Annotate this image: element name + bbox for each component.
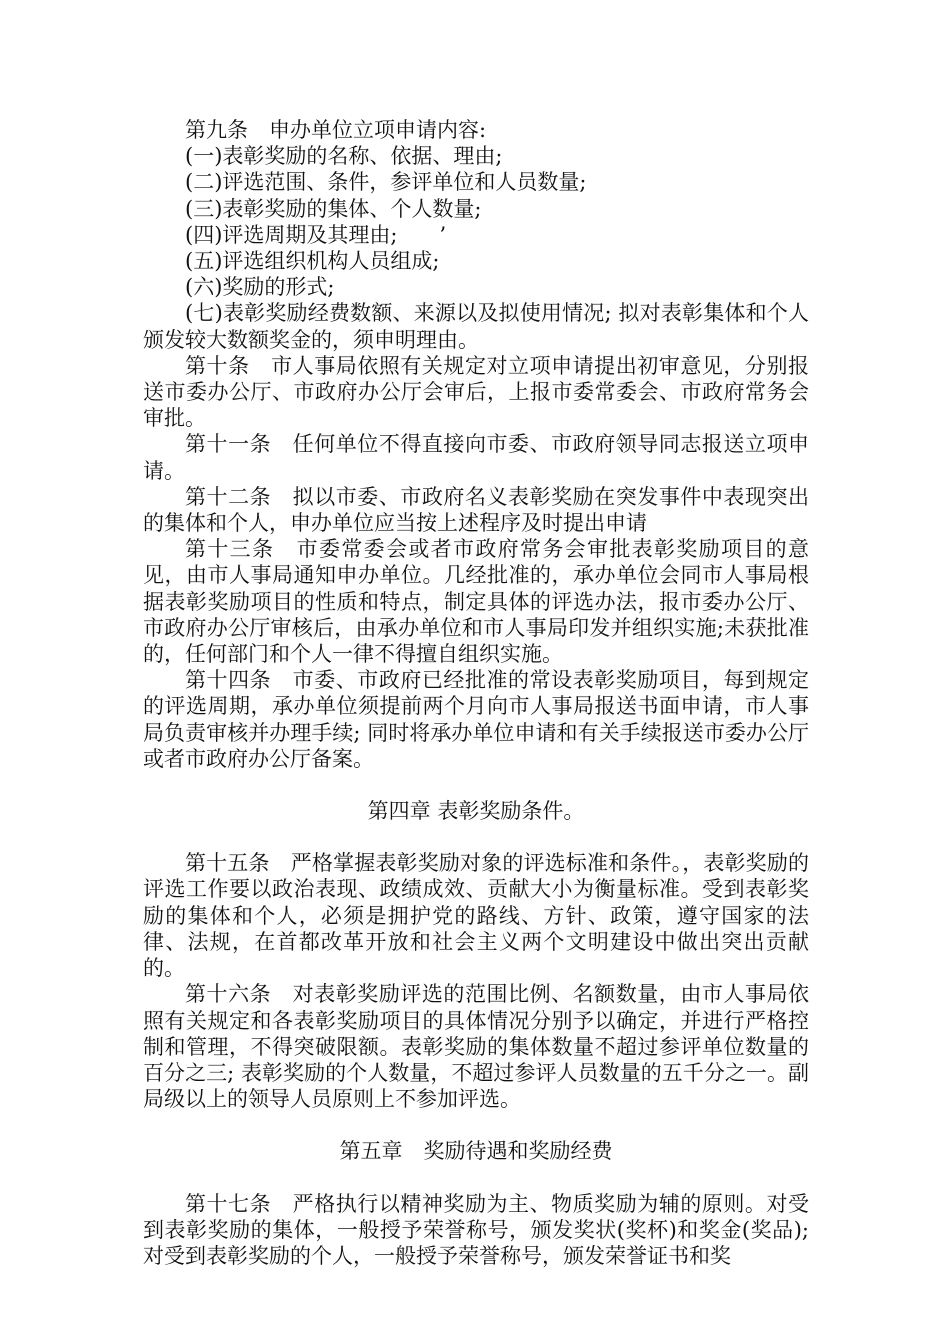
article-9-item-7: (七)表彰奖励经费数额、来源以及拟使用情况; 拟对表彰集体和个人颁发较大数额奖金的，须申明理由。 <box>143 301 809 352</box>
article-9-item-2: (二)评选范围、条件，参评单位和人员数量; <box>185 170 587 195</box>
article-15: 第十五条 严格掌握表彰奖励对象的评选标准和条件。，表彰奖励的评选工作要以政治表现、政绩成效、贡献大小为衡量标准。受到表彰奖励的集体和个人，必须是拥护党的路线、方针、政策，遵守国家的法律、法规，在首都改革开放和社会主义两个文明建设中做出突出贡献的。 <box>143 851 809 981</box>
article-9-item-1: (一)表彰奖励的名称、依据、理由; <box>185 144 503 169</box>
document-body <box>143 117 809 1269</box>
article-9-item-5: (五)评选组织机构人员组成; <box>185 249 440 274</box>
article-9-title: 第九条 申办单位立项申请内容: <box>185 118 487 142</box>
article-17: 第十七条 严格执行以精神奖励为主、物质奖励为辅的原则。对受到表彰奖励的集体，一般授予荣誉称号，颁发奖状(奖杯)和奖金(奖品); 对受到表彰奖励的个人，一般授予荣誉称号，颁发荣誉证书和奖 <box>143 1191 809 1268</box>
article-9-item-4: (四)评选周期及其理由; ’ <box>185 222 447 247</box>
chapter-4-heading: 第四章 表彰奖励条件。 <box>367 799 585 824</box>
article-9-item-6: (六)奖励的形式; <box>185 275 335 300</box>
article-12: 第十二条 拟以市委、市政府名义表彰奖励在突发事件中表现突出的集体和个人，申办单位应当按上述程序及时提出申请 <box>143 484 809 536</box>
article-14: 第十四条 市委、市政府已经批准的常设表彰奖励项目，每到规定的评选周期，承办单位须提前两个月向市人事局报送书面申请，市人事局负责审核并办理手续; 同时将承办单位申请和有关手续报送市委办公厅或者市政府办公厅备案。 <box>143 668 809 771</box>
article-11: 第十一条 任何单位不得直接向市委、市政府领导同志报送立项申请。 <box>143 432 809 483</box>
article-9-item-3: (三)表彰奖励的集体、个人数量; <box>185 196 482 221</box>
article-16: 第十六条 对表彰奖励评选的范围比例、名额数量，由市人事局依照有关规定和各表彰奖励项目的具体情况分别予以确定，并进行严格控制和管理，不得突破限额。表彰奖励的集体数量不超过参评单位数量的百分之三; 表彰奖励的个人数量，不超过参评人员数量的五千分之一。副局级以上的领导人员原则上不参加评选。 <box>143 982 809 1112</box>
article-13: 第十三条 市委常委会或者市政府常务会审批表彰奖励项目的意见，由市人事局通知申办单位。几经批准的，承办单位会同市人事局根据表彰奖励项目的性质和特点，制定具体的评选办法，报市委办公厅、市政府办公厅审核后，由承办单位和市人事局印发并组织实施;未获批准的，任何部门和个人一律不得擅自组织实施。 <box>143 537 809 667</box>
article-10: 第十条 市人事局依照有关规定对立项申请提出初审意见，分别报送市委办公厅、市政府办公厅会审后，上报市委常委会、市政府常务会审批。 <box>143 353 809 431</box>
chapter-5-heading: 第五章 奖励待遇和奖励经费 <box>339 1139 613 1164</box>
